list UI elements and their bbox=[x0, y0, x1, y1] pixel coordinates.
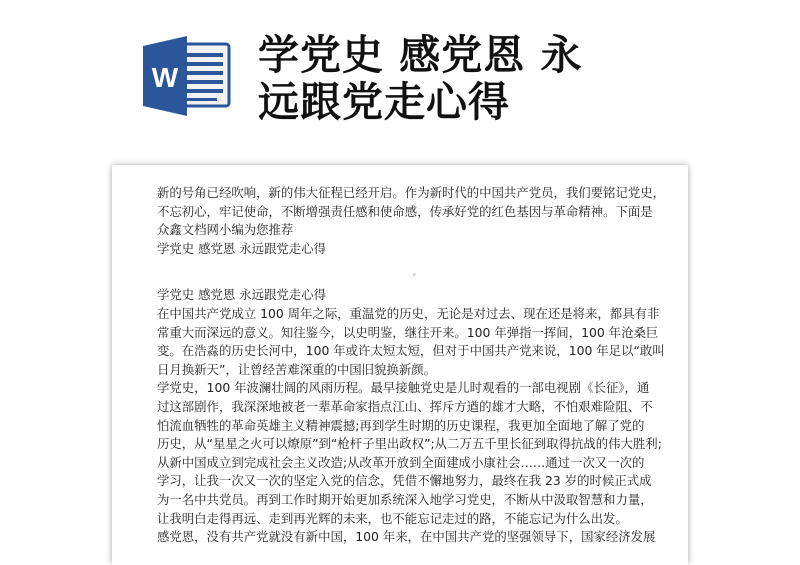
body-line: 怕流血牺牲的革命英雄主义精神震撼;再到学生时期的历史课程，我更加全面地了解了党的 bbox=[157, 417, 645, 433]
intro-line: 众鑫文档网小编为您推荐 bbox=[157, 222, 294, 238]
intro-line: 学党史 感党恩 永远跟党走心得 bbox=[157, 240, 326, 256]
body-line: 变。在浩淼的历史长河中，100 年或许太短太短，但对于中国共产党来说，100 年足以“敢叫 bbox=[157, 343, 665, 359]
body-line: 学习，让我一次又一次的坚定入党的信念，凭借不懈地努力，最终在我 23 岁的时候正式成 bbox=[157, 473, 652, 489]
body-line: 过这部剧作，我深深地被老一辈革命家指点江山、挥斥方遒的雄才大略，不怕艰难险阻、不 bbox=[157, 398, 653, 414]
intro-line: 不忘初心，牢记使命，不断增强责任感和使命感，传承好党的红色基因与革命精神。下面是 bbox=[157, 203, 653, 219]
body-line: 为一名中共党员。再到工作时期开始更加系统深入地学习党史，不断从中汲取智慧和力量， bbox=[157, 491, 653, 507]
word-document-icon bbox=[143, 34, 231, 116]
body-line: 从新中国成立到完成社会主义改造;从改革开放到全面建成小康社会……通过一次又一次的 bbox=[157, 454, 645, 470]
document-body bbox=[157, 184, 666, 547]
body-line: 让我明白走得再远、走到再光辉的未来，也不能忘记走过的路，不能忘记为什么出发。 bbox=[157, 510, 628, 526]
body-line: 在中国共产党成立 100 周年之际，重温党的历史，无论是对过去、现在还是将来，都具有非 bbox=[157, 305, 660, 321]
body-line: 学党史，100 年波澜壮阔的风雨历程。最早接触党史是儿时观看的一部电视剧《长征》，通 bbox=[157, 380, 650, 396]
body-line: 常重大而深远的意义。知往鉴今，以史明鉴，继往开来。100 年弹指一挥间，100 年沧桑巨 bbox=[157, 324, 659, 340]
intro-line: 新的号角已经吹响，新的伟大征程已经开启。作为新时代的中国共产党员，我们要铭记党史， bbox=[157, 185, 666, 200]
body-line: 感党恩，没有共产党就没有新中国，100 年来，在中国共产党的坚强领导下，国家经济发展 bbox=[157, 529, 656, 545]
paragraph-mark: 。 bbox=[412, 268, 422, 279]
document-title: 学党史 感党恩 永 远跟党走心得 bbox=[258, 31, 583, 126]
section-heading: 学党史 感党恩 永远跟党走心得 bbox=[157, 287, 326, 303]
svg-text:W: W bbox=[151, 62, 179, 93]
body-line: 日月换新天”，让曾经苦难深重的中国旧貌换新颜。 bbox=[157, 361, 437, 377]
document-page bbox=[112, 165, 688, 565]
body-line: 历史，从“星星之火可以燎原”到“枪杆子里出政权”;从二万五千里长征到取得抗战的伟大胜利; bbox=[157, 436, 662, 452]
